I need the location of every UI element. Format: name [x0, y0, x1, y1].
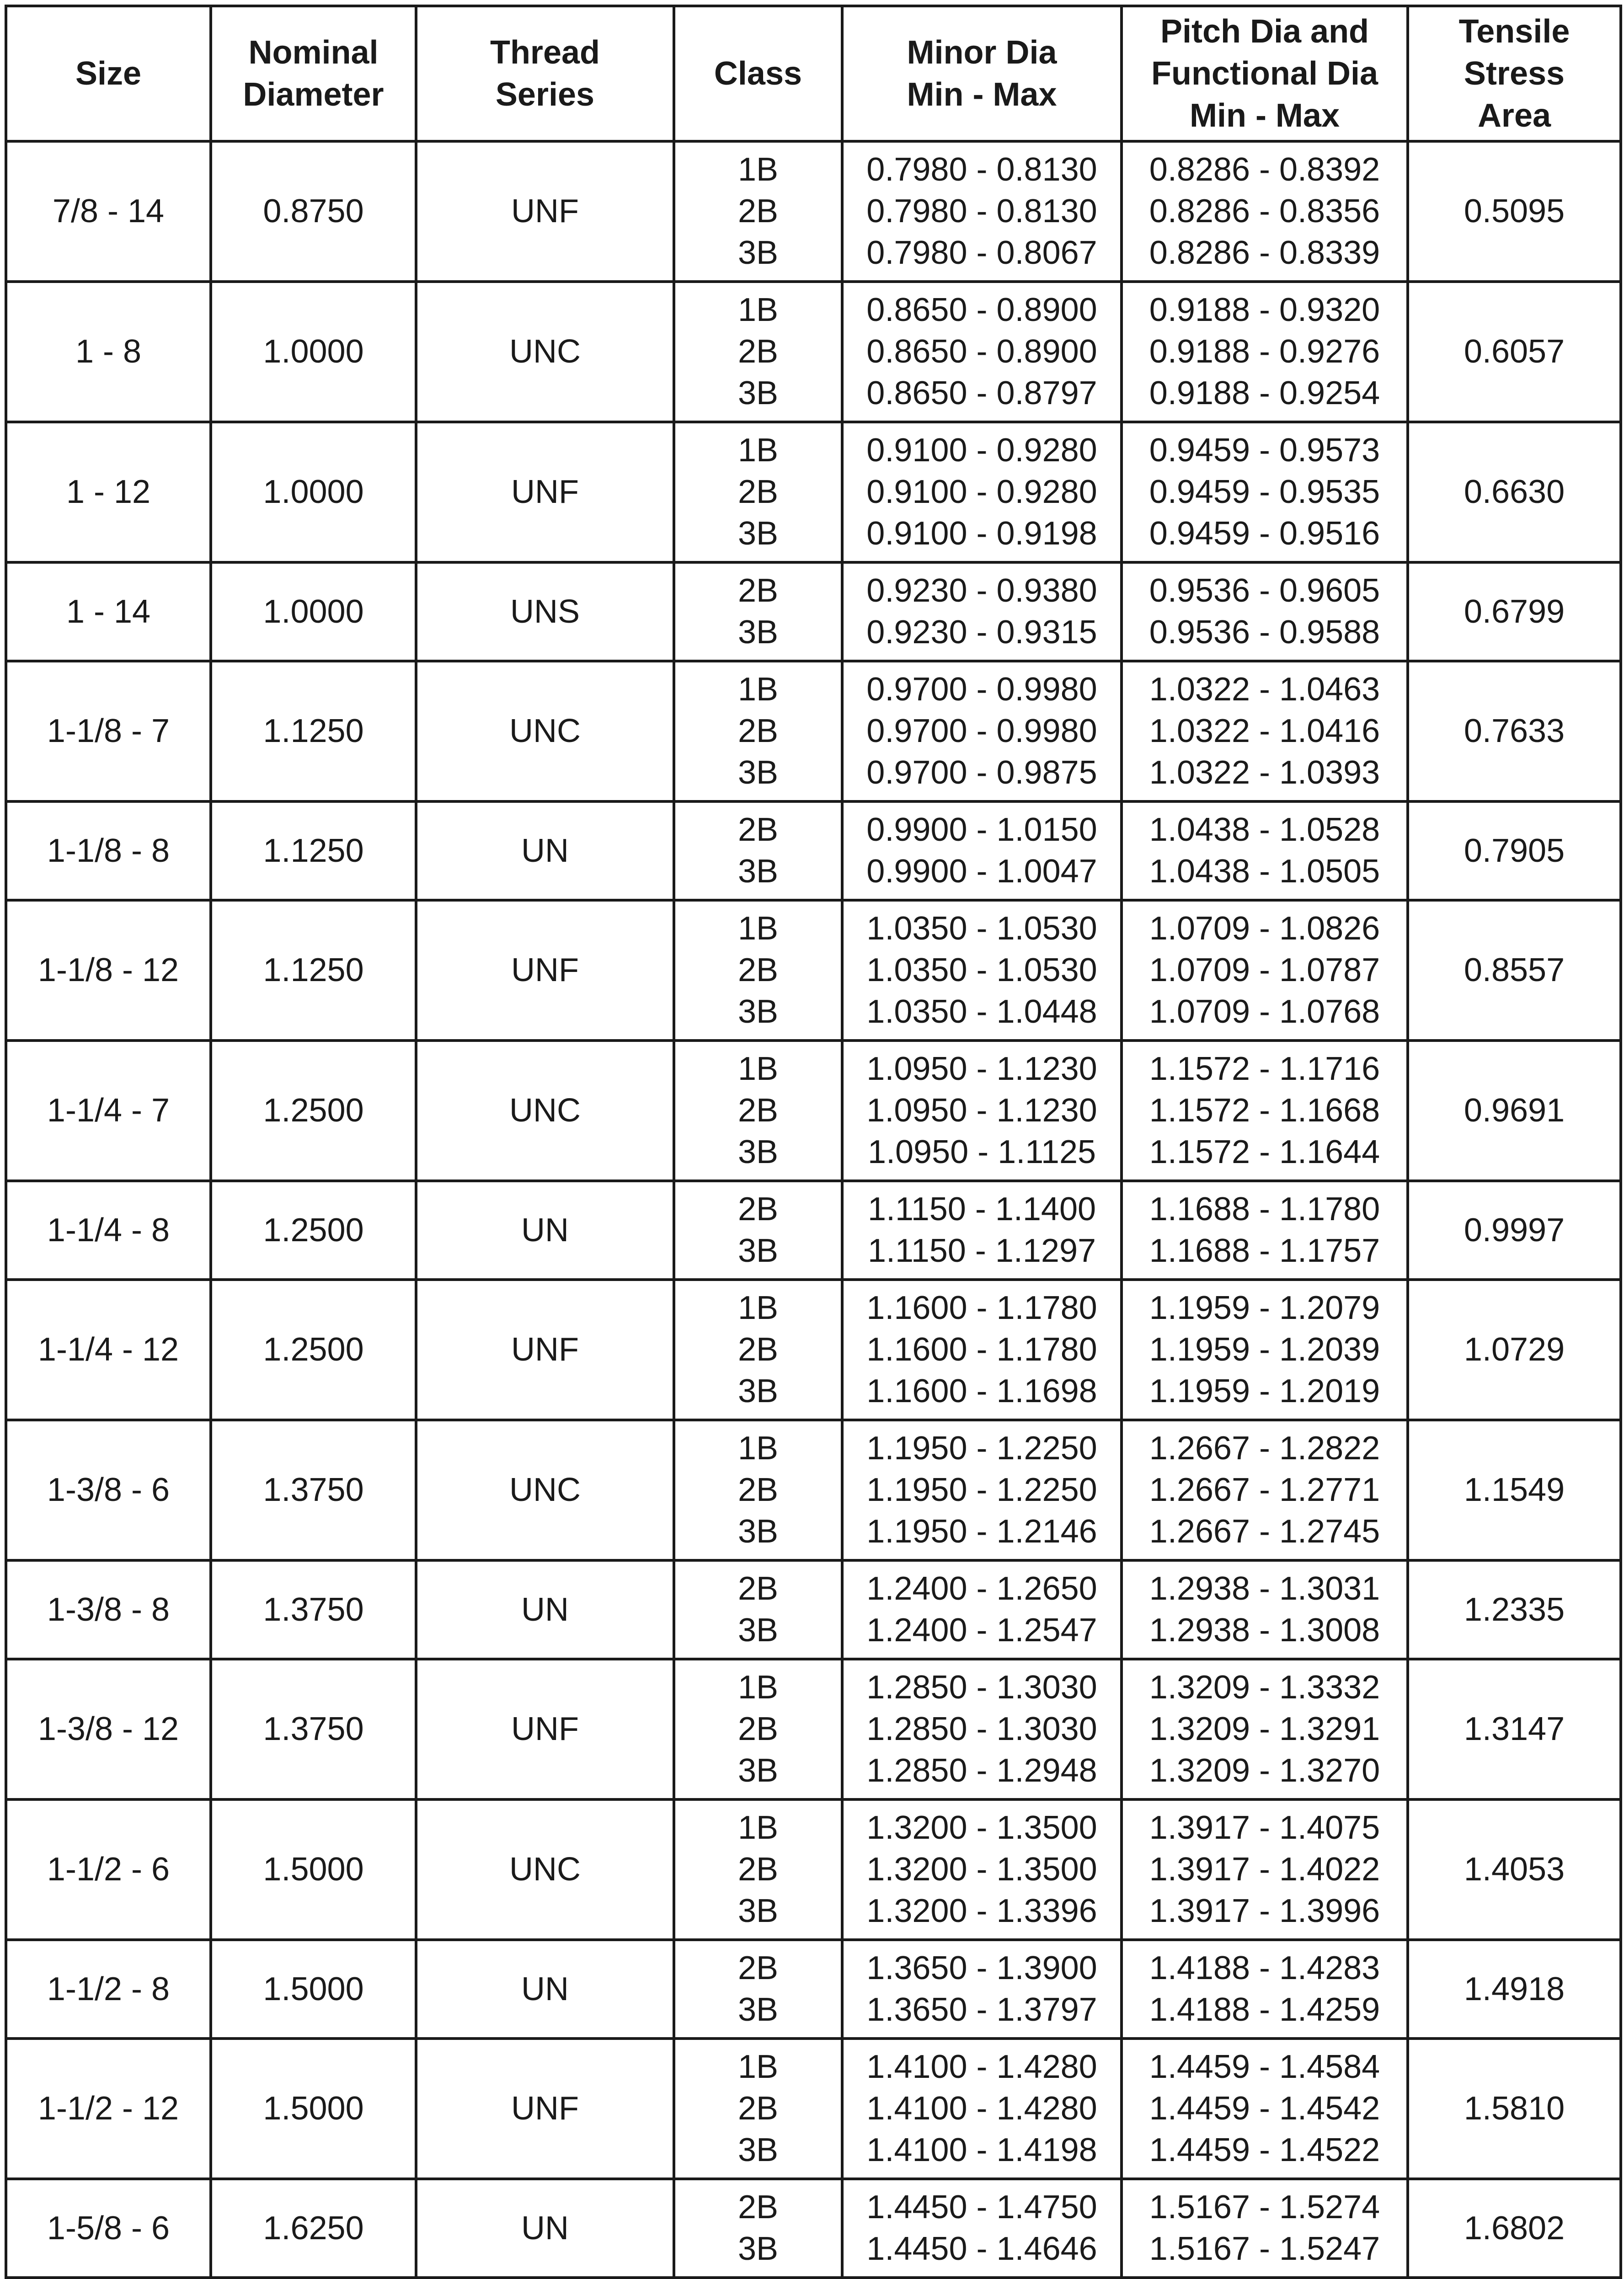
size-cell: 1-3/8 - 8	[6, 1560, 211, 1659]
pitch-dia-cell: 0.8286 - 0.8392 0.8286 - 0.8356 0.8286 - 0.8339	[1122, 141, 1408, 282]
size-cell: 1-1/2 - 8	[6, 1940, 211, 2039]
minor-dia-cell: 1.2400 - 1.2650 1.2400 - 1.2547	[842, 1560, 1122, 1659]
table-row	[6, 422, 1621, 562]
thread-series-cell: UNC	[416, 1041, 674, 1181]
header-minor-dia: Minor Dia Min - Max	[842, 6, 1122, 141]
thread-series-cell: UNF	[416, 141, 674, 282]
table-row	[6, 1041, 1621, 1181]
table-row	[6, 1420, 1621, 1560]
size-cell: 1-3/8 - 12	[6, 1659, 211, 1799]
size-cell: 7/8 - 14	[6, 141, 211, 282]
minor-dia-cell: 0.7980 - 0.8130 0.7980 - 0.8130 0.7980 - 0.8067	[842, 141, 1122, 282]
minor-dia-cell: 1.1150 - 1.1400 1.1150 - 1.1297	[842, 1181, 1122, 1280]
pitch-dia-cell: 1.2667 - 1.2822 1.2667 - 1.2771 1.2667 - 1.2745	[1122, 1420, 1408, 1560]
minor-dia-cell: 1.0350 - 1.0530 1.0350 - 1.0530 1.0350 - 1.0448	[842, 900, 1122, 1041]
thread-series-cell: UNC	[416, 1420, 674, 1560]
pitch-dia-cell: 1.1572 - 1.1716 1.1572 - 1.1668 1.1572 - 1.1644	[1122, 1041, 1408, 1181]
class-cell: 2B 3B	[674, 2179, 842, 2278]
nominal-diameter-cell: 1.3750	[211, 1659, 416, 1799]
tensile-stress-area-cell: 0.7633	[1408, 661, 1621, 801]
tensile-stress-area-cell: 1.6802	[1408, 2179, 1621, 2278]
class-cell: 1B 2B 3B	[674, 1659, 842, 1799]
nominal-diameter-cell: 1.5000	[211, 2039, 416, 2179]
pitch-dia-cell: 1.0438 - 1.0528 1.0438 - 1.0505	[1122, 801, 1408, 900]
class-cell: 1B 2B 3B	[674, 282, 842, 422]
class-cell: 1B 2B 3B	[674, 1420, 842, 1560]
table-row	[6, 1659, 1621, 1799]
thread-series-cell: UNF	[416, 1659, 674, 1799]
nominal-diameter-cell: 1.3750	[211, 1560, 416, 1659]
size-cell: 1-1/8 - 12	[6, 900, 211, 1041]
tensile-stress-area-cell: 1.1549	[1408, 1420, 1621, 1560]
tensile-stress-area-cell: 1.2335	[1408, 1560, 1621, 1659]
header-thread-series: Thread Series	[416, 6, 674, 141]
pitch-dia-cell: 1.3917 - 1.4075 1.3917 - 1.4022 1.3917 - 1.3996	[1122, 1799, 1408, 1940]
size-cell: 1-5/8 - 6	[6, 2179, 211, 2278]
class-cell: 1B 2B 3B	[674, 900, 842, 1041]
pitch-dia-cell: 0.9188 - 0.9320 0.9188 - 0.9276 0.9188 - 0.9254	[1122, 282, 1408, 422]
size-cell: 1-3/8 - 6	[6, 1420, 211, 1560]
pitch-dia-cell: 1.1959 - 1.2079 1.1959 - 1.2039 1.1959 - 1.2019	[1122, 1280, 1408, 1420]
size-cell: 1-1/4 - 7	[6, 1041, 211, 1181]
nominal-diameter-cell: 1.1250	[211, 900, 416, 1041]
tensile-stress-area-cell: 0.8557	[1408, 900, 1621, 1041]
size-cell: 1 - 12	[6, 422, 211, 562]
table-row	[6, 1940, 1621, 2039]
table-row	[6, 900, 1621, 1041]
pitch-dia-cell: 1.2938 - 1.3031 1.2938 - 1.3008	[1122, 1560, 1408, 1659]
thread-series-cell: UNF	[416, 900, 674, 1041]
nominal-diameter-cell: 1.0000	[211, 282, 416, 422]
thread-series-cell: UN	[416, 1940, 674, 2039]
thread-series-cell: UNF	[416, 2039, 674, 2179]
minor-dia-cell: 1.1600 - 1.1780 1.1600 - 1.1780 1.1600 - 1.1698	[842, 1280, 1122, 1420]
nominal-diameter-cell: 0.8750	[211, 141, 416, 282]
thread-series-cell: UN	[416, 1560, 674, 1659]
class-cell: 1B 2B 3B	[674, 141, 842, 282]
thread-series-cell: UN	[416, 2179, 674, 2278]
tensile-stress-area-cell: 0.7905	[1408, 801, 1621, 900]
class-cell: 1B 2B 3B	[674, 1799, 842, 1940]
table-body	[6, 141, 1621, 2278]
class-cell: 2B 3B	[674, 562, 842, 661]
thread-series-cell: UNF	[416, 422, 674, 562]
size-cell: 1 - 14	[6, 562, 211, 661]
minor-dia-cell: 1.3200 - 1.3500 1.3200 - 1.3500 1.3200 - 1.3396	[842, 1799, 1122, 1940]
table-row	[6, 282, 1621, 422]
table-row	[6, 661, 1621, 801]
pitch-dia-cell: 0.9536 - 0.9605 0.9536 - 0.9588	[1122, 562, 1408, 661]
tensile-stress-area-cell: 0.6057	[1408, 282, 1621, 422]
table-row	[6, 2039, 1621, 2179]
size-cell: 1-1/4 - 12	[6, 1280, 211, 1420]
minor-dia-cell: 1.0950 - 1.1230 1.0950 - 1.1230 1.0950 - 1.1125	[842, 1041, 1122, 1181]
tensile-stress-area-cell: 1.0729	[1408, 1280, 1621, 1420]
class-cell: 1B 2B 3B	[674, 422, 842, 562]
table-row	[6, 562, 1621, 661]
size-cell: 1-1/2 - 6	[6, 1799, 211, 1940]
tensile-stress-area-cell: 1.5810	[1408, 2039, 1621, 2179]
tensile-stress-area-cell: 0.9691	[1408, 1041, 1621, 1181]
tensile-stress-area-cell: 1.4918	[1408, 1940, 1621, 2039]
table-row	[6, 1280, 1621, 1420]
pitch-dia-cell: 1.0709 - 1.0826 1.0709 - 1.0787 1.0709 - 1.0768	[1122, 900, 1408, 1041]
header-tensile-stress-area: Tensile Stress Area	[1408, 6, 1621, 141]
thread-series-cell: UNC	[416, 1799, 674, 1940]
class-cell: 2B 3B	[674, 1560, 842, 1659]
thread-series-cell: UNC	[416, 282, 674, 422]
table-row	[6, 2179, 1621, 2278]
thread-series-cell: UN	[416, 1181, 674, 1280]
class-cell: 1B 2B 3B	[674, 2039, 842, 2179]
tensile-stress-area-cell: 0.6799	[1408, 562, 1621, 661]
nominal-diameter-cell: 1.2500	[211, 1181, 416, 1280]
nominal-diameter-cell: 1.0000	[211, 562, 416, 661]
minor-dia-cell: 0.9700 - 0.9980 0.9700 - 0.9980 0.9700 - 0.9875	[842, 661, 1122, 801]
size-cell: 1-1/4 - 8	[6, 1181, 211, 1280]
pitch-dia-cell: 1.4188 - 1.4283 1.4188 - 1.4259	[1122, 1940, 1408, 2039]
nominal-diameter-cell: 1.1250	[211, 661, 416, 801]
table-row	[6, 141, 1621, 282]
class-cell: 1B 2B 3B	[674, 661, 842, 801]
table-row	[6, 1560, 1621, 1659]
thread-series-cell: UNF	[416, 1280, 674, 1420]
minor-dia-cell: 1.1950 - 1.2250 1.1950 - 1.2250 1.1950 - 1.2146	[842, 1420, 1122, 1560]
class-cell: 2B 3B	[674, 1940, 842, 2039]
tensile-stress-area-cell: 0.9997	[1408, 1181, 1621, 1280]
class-cell: 1B 2B 3B	[674, 1280, 842, 1420]
size-cell: 1-1/8 - 7	[6, 661, 211, 801]
table-row	[6, 1799, 1621, 1940]
table-row	[6, 1181, 1621, 1280]
nominal-diameter-cell: 1.5000	[211, 1799, 416, 1940]
header-size: Size	[6, 6, 211, 141]
thread-series-cell: UNS	[416, 562, 674, 661]
minor-dia-cell: 1.2850 - 1.3030 1.2850 - 1.3030 1.2850 - 1.2948	[842, 1659, 1122, 1799]
class-cell: 1B 2B 3B	[674, 1041, 842, 1181]
minor-dia-cell: 0.8650 - 0.8900 0.8650 - 0.8900 0.8650 - 0.8797	[842, 282, 1122, 422]
size-cell: 1-1/2 - 12	[6, 2039, 211, 2179]
class-cell: 2B 3B	[674, 1181, 842, 1280]
nominal-diameter-cell: 1.0000	[211, 422, 416, 562]
minor-dia-cell: 0.9900 - 1.0150 0.9900 - 1.0047	[842, 801, 1122, 900]
nominal-diameter-cell: 1.6250	[211, 2179, 416, 2278]
nominal-diameter-cell: 1.3750	[211, 1420, 416, 1560]
nominal-diameter-cell: 1.2500	[211, 1280, 416, 1420]
pitch-dia-cell: 1.3209 - 1.3332 1.3209 - 1.3291 1.3209 - 1.3270	[1122, 1659, 1408, 1799]
pitch-dia-cell: 1.4459 - 1.4584 1.4459 - 1.4542 1.4459 - 1.4522	[1122, 2039, 1408, 2179]
thread-series-cell: UNC	[416, 661, 674, 801]
pitch-dia-cell: 1.1688 - 1.1780 1.1688 - 1.1757	[1122, 1181, 1408, 1280]
tensile-stress-area-cell: 1.3147	[1408, 1659, 1621, 1799]
pitch-dia-cell: 1.0322 - 1.0463 1.0322 - 1.0416 1.0322 - 1.0393	[1122, 661, 1408, 801]
nominal-diameter-cell: 1.1250	[211, 801, 416, 900]
table-row	[6, 801, 1621, 900]
minor-dia-cell: 0.9230 - 0.9380 0.9230 - 0.9315	[842, 562, 1122, 661]
minor-dia-cell: 1.4100 - 1.4280 1.4100 - 1.4280 1.4100 - 1.4198	[842, 2039, 1122, 2179]
size-cell: 1-1/8 - 8	[6, 801, 211, 900]
minor-dia-cell: 1.3650 - 1.3900 1.3650 - 1.3797	[842, 1940, 1122, 2039]
header-row	[6, 6, 1621, 141]
class-cell: 2B 3B	[674, 801, 842, 900]
header-nominal-diameter: Nominal Diameter	[211, 6, 416, 141]
pitch-dia-cell: 1.5167 - 1.5274 1.5167 - 1.5247	[1122, 2179, 1408, 2278]
pitch-dia-cell: 0.9459 - 0.9573 0.9459 - 0.9535 0.9459 - 0.9516	[1122, 422, 1408, 562]
size-cell: 1 - 8	[6, 282, 211, 422]
minor-dia-cell: 1.4450 - 1.4750 1.4450 - 1.4646	[842, 2179, 1122, 2278]
nominal-diameter-cell: 1.5000	[211, 1940, 416, 2039]
nominal-diameter-cell: 1.2500	[211, 1041, 416, 1181]
tensile-stress-area-cell: 1.4053	[1408, 1799, 1621, 1940]
tensile-stress-area-cell: 0.6630	[1408, 422, 1621, 562]
header-class: Class	[674, 6, 842, 141]
minor-dia-cell: 0.9100 - 0.9280 0.9100 - 0.9280 0.9100 - 0.9198	[842, 422, 1122, 562]
thread-specification-table	[5, 5, 1622, 2279]
header-pitch-dia: Pitch Dia and Functional Dia Min - Max	[1122, 6, 1408, 141]
thread-series-cell: UN	[416, 801, 674, 900]
tensile-stress-area-cell: 0.5095	[1408, 141, 1621, 282]
